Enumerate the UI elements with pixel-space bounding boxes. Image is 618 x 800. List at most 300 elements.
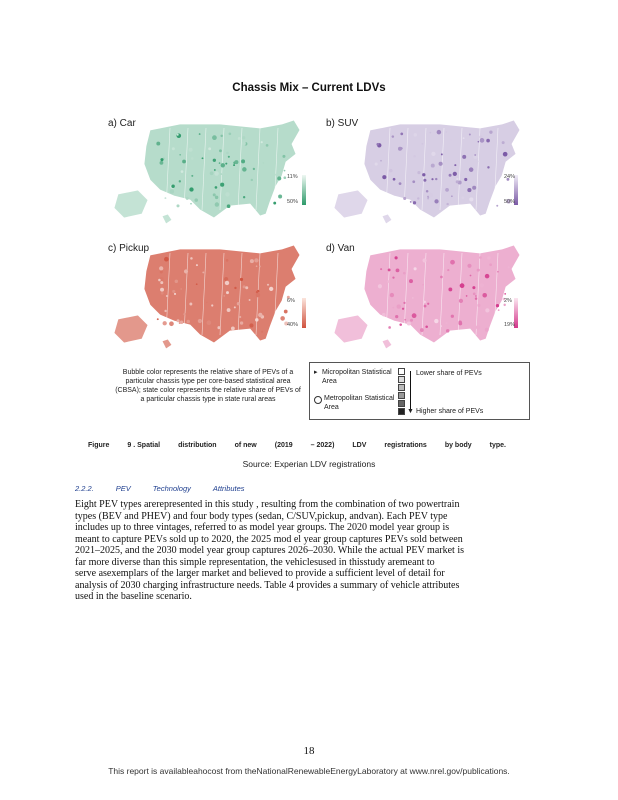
- cbsa-bubble: [240, 278, 243, 281]
- cbsa-bubble: [166, 295, 168, 297]
- cbsa-bubble: [199, 133, 201, 135]
- cbsa-bubble: [398, 147, 402, 151]
- cbsa-bubble: [503, 304, 505, 306]
- cbsa-bubble: [172, 147, 175, 150]
- cbsa-bubble: [190, 203, 192, 205]
- cbsa-bubble: [489, 263, 492, 266]
- cbsa-bubble: [262, 162, 264, 164]
- cbsa-bubble: [172, 290, 175, 293]
- cbsa-bubble: [459, 299, 463, 303]
- cbsa-bubble: [160, 158, 163, 161]
- cbsa-bubble: [460, 283, 465, 288]
- alaska-outline: [114, 190, 148, 218]
- cbsa-bubble: [180, 321, 184, 325]
- cbsa-bubble: [472, 186, 476, 190]
- cbsa-bubble: [376, 143, 379, 146]
- cbsa-bubble: [382, 313, 386, 317]
- body-line: used in the baseline scenario.: [75, 591, 192, 602]
- cbsa-bubble: [180, 288, 182, 290]
- cbsa-bubble: [478, 141, 480, 143]
- car-scale-bottom: 50%: [287, 199, 299, 205]
- cbsa-bubble: [399, 182, 402, 185]
- cbsa-bubble: [404, 319, 406, 321]
- cbsa-bubble: [480, 138, 485, 143]
- cbsa-bubble: [456, 178, 458, 180]
- cbsa-bubble: [409, 279, 413, 283]
- car-map: [110, 110, 310, 230]
- cbsa-bubble: [261, 141, 263, 143]
- cbsa-bubble: [194, 198, 198, 202]
- cbsa-bubble: [239, 316, 241, 318]
- car-scale-top: 11%: [287, 174, 298, 180]
- cbsa-bubble: [463, 137, 465, 139]
- figure-title: Chassis Mix – Current LDVs: [232, 82, 386, 94]
- cbsa-bubble: [396, 268, 400, 272]
- cbsa-bubble: [454, 164, 456, 166]
- cbsa-bubble: [189, 187, 193, 191]
- hawaii-outline: [382, 339, 392, 349]
- cbsa-bubble: [226, 152, 229, 155]
- cbsa-bubble: [451, 315, 454, 318]
- cbsa-bubble: [255, 318, 258, 321]
- cbsa-bubble: [422, 173, 425, 176]
- pickup-scale-bottom: 40%: [287, 322, 299, 328]
- cbsa-bubble: [508, 266, 510, 268]
- cbsa-bubble: [417, 197, 419, 199]
- cbsa-bubble: [453, 172, 457, 176]
- cbsa-bubble: [420, 328, 424, 332]
- cbsa-bubble: [450, 260, 455, 265]
- cbsa-bubble: [278, 195, 282, 199]
- cbsa-bubble: [469, 167, 474, 172]
- cbsa-bubble: [253, 168, 255, 170]
- cbsa-bubble: [160, 288, 164, 292]
- cbsa-bubble: [496, 304, 499, 307]
- cbsa-bubble: [184, 269, 188, 273]
- body-line: analysis of 2030 charging infrastructure needs. Table 4 provides a summary of vehicle attributes: [75, 579, 460, 591]
- cbsa-bubble: [403, 302, 405, 304]
- cbsa-bubble: [423, 301, 426, 304]
- cbsa-bubble: [164, 257, 169, 262]
- cbsa-bubble: [196, 283, 198, 285]
- arrow-down-icon: ▼: [407, 408, 414, 415]
- cbsa-bubble: [424, 305, 427, 308]
- micro-marker: ▸: [314, 369, 318, 376]
- figure-source: Source: Experian LDV registrations: [242, 459, 376, 469]
- cbsa-bubble: [267, 284, 269, 286]
- cbsa-bubble: [397, 304, 401, 308]
- cbsa-bubble: [241, 319, 244, 322]
- cbsa-bubble: [175, 280, 178, 283]
- cbsa-bubble: [207, 320, 212, 325]
- legend-box: [309, 362, 530, 420]
- cbsa-bubble: [489, 130, 492, 133]
- cbsa-bubble: [164, 197, 166, 199]
- cbsa-bubble: [450, 139, 452, 141]
- cbsa-bubble: [242, 136, 245, 139]
- cbsa-bubble: [256, 265, 258, 267]
- cbsa-bubble: [421, 143, 423, 145]
- cbsa-bubble: [234, 160, 238, 164]
- cbsa-bubble: [426, 190, 429, 193]
- cbsa-bubble: [498, 309, 500, 311]
- cbsa-bubble: [210, 171, 214, 175]
- cbsa-bubble: [431, 152, 435, 156]
- cbsa-bubble: [251, 179, 253, 181]
- cbsa-bubble: [270, 273, 274, 277]
- cbsa-bubble: [179, 154, 181, 156]
- cbsa-bubble: [456, 180, 459, 183]
- cbsa-bubble: [430, 132, 432, 134]
- cbsa-bubble: [156, 142, 160, 146]
- cbsa-bubble: [497, 271, 499, 273]
- cbsa-bubble: [213, 159, 216, 162]
- cbsa-bubble: [229, 317, 233, 321]
- body-line: far more diverse than this simple representation, the vehiclesused in thisstudy aremeant to: [75, 556, 435, 568]
- cbsa-bubble: [225, 192, 229, 196]
- cbsa-bubble: [392, 276, 394, 278]
- cbsa-bubble: [220, 135, 222, 137]
- cbsa-bubble: [412, 297, 414, 299]
- cbsa-bubble: [485, 274, 490, 279]
- cbsa-bubble: [215, 196, 218, 199]
- cbsa-bubble: [400, 132, 403, 135]
- legend-description: Bubble color represents the relative share of PEVs of a particular chassis type per core-based statistical area (CBSA); state color represents the relative share of PEVs of a particular chassis type in state rural areas: [115, 369, 301, 403]
- cbsa-bubble: [227, 204, 231, 208]
- cbsa-bubble: [399, 323, 402, 326]
- cbsa-bubble: [395, 315, 398, 318]
- cbsa-bubble: [183, 313, 185, 315]
- cbsa-bubble: [160, 281, 163, 284]
- cbsa-bubble: [412, 313, 417, 318]
- cbsa-bubble: [448, 287, 452, 291]
- cbsa-bubble: [446, 298, 450, 302]
- cbsa-bubble: [182, 160, 186, 164]
- cbsa-bubble: [225, 163, 227, 165]
- cbsa-bubble: [189, 148, 193, 152]
- cbsa-bubble: [256, 291, 258, 293]
- cbsa-bubble: [234, 306, 236, 308]
- cbsa-bubble: [388, 326, 391, 329]
- cbsa-bubble: [249, 323, 253, 327]
- cbsa-bubble: [476, 325, 481, 330]
- figure-caption: Figure 9 . Spatial distribution of new (2019 – 2022) LDV registrations by body type.: [88, 442, 506, 449]
- cbsa-bubble: [220, 173, 222, 175]
- body-line: includes up to three vintages, referred to as model year groups. The 2020 model year group is: [75, 522, 450, 533]
- page-footer: This report is availableahocost from theNationalRenewableEnergyLaboratory at www.nrel.gov/publications.: [108, 766, 510, 776]
- alaska-outline: [334, 190, 368, 218]
- cbsa-bubble: [431, 164, 435, 168]
- cbsa-bubble: [231, 327, 235, 331]
- cbsa-bubble: [283, 176, 286, 179]
- cbsa-bubble: [477, 269, 480, 272]
- suv-scale-bottom: 50%: [504, 199, 516, 205]
- cbsa-bubble: [214, 171, 218, 175]
- cbsa-bubble: [422, 284, 424, 286]
- cbsa-bubble: [206, 302, 208, 304]
- cbsa-bubble: [441, 153, 443, 155]
- cbsa-bubble: [446, 322, 448, 324]
- cbsa-bubble: [227, 308, 231, 312]
- cbsa-bubble: [402, 308, 404, 310]
- cbsa-bubble: [284, 310, 288, 314]
- car-scale-bar: [302, 175, 306, 205]
- cbsa-bubble: [423, 179, 426, 182]
- van-map: [330, 235, 530, 355]
- cbsa-bubble: [410, 201, 412, 203]
- section-heading: 2.2.2. PEV Technology Attributes: [75, 484, 245, 493]
- cbsa-bubble: [226, 291, 229, 294]
- cbsa-bubble: [475, 295, 477, 297]
- cbsa-bubble: [487, 256, 490, 259]
- alaska-outline: [114, 315, 148, 343]
- cbsa-bubble: [179, 180, 181, 182]
- cbsa-bubble: [378, 284, 382, 288]
- cbsa-bubble: [485, 308, 489, 312]
- cbsa-bubble: [407, 322, 411, 326]
- cbsa-bubble: [425, 325, 428, 328]
- legend-swatches: [398, 368, 404, 415]
- cbsa-bubble: [413, 155, 416, 158]
- cbsa-bubble: [392, 307, 394, 309]
- cbsa-bubble: [486, 139, 490, 143]
- cbsa-bubble: [477, 304, 480, 307]
- body-line: 2021–2025, and the 2030 model year group captures 2026–2030. While the actual PEV market is: [75, 545, 464, 556]
- cbsa-bubble: [503, 152, 508, 157]
- cbsa-bubble: [375, 163, 378, 166]
- cbsa-bubble: [273, 202, 276, 205]
- cbsa-bubble: [213, 193, 216, 196]
- cbsa-bubble: [389, 169, 393, 173]
- cbsa-bubble: [223, 295, 225, 297]
- cbsa-bubble: [284, 170, 286, 172]
- cbsa-bubble: [233, 164, 235, 166]
- cbsa-bubble: [446, 203, 448, 205]
- cbsa-bubble: [472, 286, 475, 289]
- cbsa-bubble: [161, 292, 164, 295]
- body-paragraph: [75, 499, 543, 603]
- cbsa-bubble: [434, 319, 438, 323]
- body-line: serve asexemplars of the larger market and believed to provide a sufficient level of detail for: [75, 568, 445, 579]
- cbsa-bubble: [259, 266, 261, 268]
- cbsa-bubble: [237, 302, 240, 305]
- cbsa-bubble: [412, 180, 415, 183]
- cbsa-bubble: [434, 199, 438, 203]
- panel-label-car: a) Car: [108, 118, 136, 129]
- cbsa-bubble: [221, 163, 225, 167]
- cbsa-bubble: [403, 197, 406, 200]
- cbsa-bubble: [171, 185, 174, 188]
- cbsa-bubble: [158, 279, 161, 282]
- cbsa-bubble: [196, 264, 198, 266]
- cbsa-bubble: [435, 178, 437, 180]
- cbsa-bubble: [392, 135, 394, 137]
- cbsa-bubble: [219, 162, 221, 164]
- body-line: meant to capture PEVs sold up to 2020, the 2025 mod el year group captures PEVs sold between: [75, 533, 463, 545]
- cbsa-bubble: [467, 188, 471, 192]
- hawaii-outline: [382, 214, 392, 224]
- cbsa-bubble: [254, 258, 258, 262]
- cbsa-bubble: [387, 280, 390, 283]
- cbsa-bubble: [202, 157, 204, 159]
- panel-label-suv: b) SUV: [326, 118, 359, 129]
- cbsa-bubble: [215, 202, 219, 206]
- legend-lower: Lower share of PEVs: [416, 370, 482, 377]
- cbsa-bubble: [275, 174, 277, 176]
- cbsa-bubble: [469, 133, 471, 135]
- cbsa-bubble: [480, 283, 484, 287]
- cbsa-bubble: [189, 303, 192, 306]
- cbsa-bubble: [224, 277, 228, 281]
- hawaii-outline: [162, 339, 172, 349]
- metro-marker: [314, 396, 322, 404]
- cbsa-bubble: [186, 320, 190, 324]
- cbsa-bubble: [198, 319, 202, 323]
- cbsa-bubble: [225, 281, 229, 285]
- cbsa-bubble: [440, 325, 442, 327]
- cbsa-bubble: [241, 159, 245, 163]
- legend-arrow-line: [410, 371, 411, 409]
- cbsa-bubble: [258, 313, 262, 317]
- cbsa-bubble: [461, 196, 464, 199]
- cbsa-bubble: [226, 259, 229, 262]
- cbsa-bubble: [393, 178, 396, 181]
- cbsa-bubble: [445, 188, 449, 192]
- hawaii-outline: [162, 214, 172, 224]
- cbsa-bubble: [410, 319, 413, 322]
- cbsa-bubble: [214, 169, 216, 171]
- cbsa-bubble: [242, 142, 246, 146]
- cbsa-bubble: [440, 276, 443, 279]
- cbsa-bubble: [243, 196, 245, 198]
- cbsa-bubble: [159, 266, 163, 270]
- pickup-scale-bar: [302, 298, 306, 328]
- cbsa-bubble: [403, 272, 406, 275]
- cbsa-bubble: [470, 275, 472, 277]
- cbsa-bubble: [447, 269, 449, 271]
- cbsa-bubble: [464, 178, 467, 181]
- cbsa-bubble: [212, 135, 217, 140]
- van-scale-top: 2%: [504, 298, 512, 304]
- cbsa-bubble: [459, 321, 462, 324]
- cbsa-bubble: [174, 293, 176, 295]
- body-line: Eight PEV types arerepresented in this study , resulting from the combination of two powertrain: [75, 499, 460, 510]
- cbsa-bubble: [280, 316, 285, 321]
- cbsa-bubble: [177, 134, 179, 136]
- cbsa-bubble: [164, 310, 166, 312]
- cbsa-bubble: [462, 155, 466, 159]
- cbsa-bubble: [417, 171, 420, 174]
- alaska-outline: [334, 315, 368, 343]
- cbsa-bubble: [157, 318, 159, 320]
- cbsa-bubble: [163, 321, 167, 325]
- cbsa-bubble: [395, 256, 398, 259]
- cbsa-bubble: [269, 287, 273, 291]
- body-line: types (BEV and PHEV) and four body types (sedan, C/SUV,pickup, andvan). Each PEV type: [75, 510, 448, 522]
- cbsa-bubble: [469, 197, 473, 201]
- cbsa-bubble: [215, 186, 218, 189]
- van-scale-bottom: 19%: [504, 322, 516, 328]
- cbsa-bubble: [242, 167, 247, 172]
- cbsa-bubble: [240, 321, 243, 324]
- cbsa-bubble: [427, 303, 429, 305]
- cbsa-bubble: [228, 156, 230, 158]
- cbsa-bubble: [504, 293, 506, 295]
- cbsa-bubble: [449, 174, 452, 177]
- cbsa-bubble: [427, 198, 429, 200]
- cbsa-bubble: [256, 293, 261, 298]
- cbsa-bubble: [169, 163, 174, 168]
- cbsa-bubble: [191, 157, 194, 160]
- cbsa-bubble: [382, 175, 386, 179]
- cbsa-bubble: [502, 141, 505, 144]
- cbsa-bubble: [229, 132, 232, 135]
- cbsa-bubble: [211, 304, 213, 306]
- cbsa-bubble: [181, 170, 184, 173]
- pickup-map: [110, 235, 310, 355]
- cbsa-bubble: [219, 149, 222, 152]
- cbsa-bubble: [220, 183, 224, 187]
- cbsa-bubble: [234, 287, 236, 289]
- cbsa-bubble: [160, 270, 163, 273]
- cbsa-bubble: [414, 133, 417, 136]
- cbsa-bubble: [388, 268, 391, 271]
- cbsa-bubble: [474, 154, 476, 156]
- cbsa-bubble: [482, 293, 487, 298]
- cbsa-bubble: [390, 293, 394, 297]
- pickup-scale-top: 6%: [287, 298, 295, 304]
- panel-label-pickup: c) Pickup: [108, 243, 150, 254]
- cbsa-bubble: [439, 162, 443, 166]
- cbsa-bubble: [479, 256, 482, 259]
- cbsa-bubble: [487, 166, 489, 168]
- cbsa-bubble: [473, 292, 476, 295]
- cbsa-bubble: [176, 204, 179, 207]
- cbsa-bubble: [186, 197, 189, 200]
- cbsa-bubble: [277, 176, 281, 180]
- cbsa-bubble: [437, 130, 442, 135]
- cbsa-bubble: [250, 259, 254, 263]
- cbsa-bubble: [190, 257, 193, 260]
- cbsa-bubble: [238, 137, 241, 140]
- cbsa-bubble: [249, 299, 251, 301]
- cbsa-bubble: [496, 205, 498, 207]
- cbsa-bubble: [380, 268, 382, 270]
- cbsa-bubble: [261, 331, 263, 333]
- cbsa-bubble: [380, 160, 382, 162]
- cbsa-bubble: [266, 144, 269, 147]
- cbsa-bubble: [478, 161, 480, 163]
- cbsa-bubble: [177, 319, 180, 322]
- suv-map: [330, 110, 530, 230]
- cbsa-bubble: [170, 189, 174, 193]
- cbsa-bubble: [485, 328, 489, 332]
- cbsa-bubble: [428, 193, 433, 198]
- cbsa-bubble: [467, 264, 471, 268]
- cbsa-bubble: [202, 271, 204, 273]
- panel-label-van: d) Van: [326, 243, 355, 254]
- legend-higher: Higher share of PEVs: [416, 408, 484, 415]
- cbsa-bubble: [191, 175, 193, 177]
- legend-micro: Micropolitan Statistical Area: [322, 369, 392, 385]
- cbsa-bubble: [217, 326, 220, 329]
- cbsa-bubble: [446, 131, 448, 133]
- cbsa-bubble: [160, 161, 164, 165]
- cbsa-bubble: [169, 321, 174, 326]
- cbsa-bubble: [243, 285, 246, 288]
- cbsa-bubble: [475, 297, 478, 300]
- cbsa-bubble: [446, 329, 449, 332]
